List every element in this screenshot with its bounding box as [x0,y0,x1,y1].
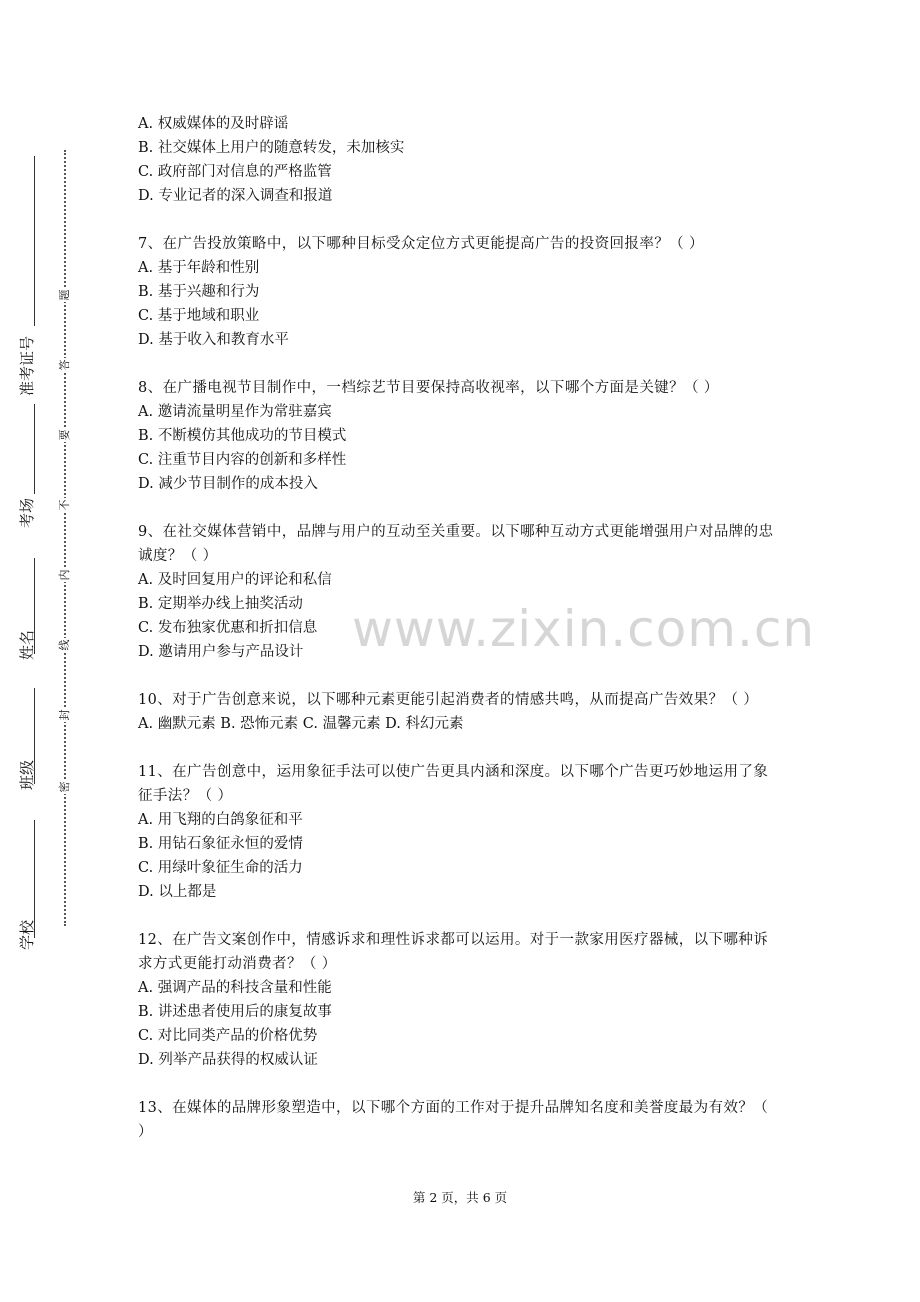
seal-char: 线 [58,639,71,651]
school-line [34,820,35,938]
question-list [138,112,778,1168]
option-a: A. 基于年龄和性别 [138,260,260,276]
question-13 [138,1096,778,1144]
field-label-ticket: 准考证号 [18,335,36,396]
option-b: B. 讲述患者使用后的康复故事 [138,1004,332,1020]
field-label-school: 学校 [18,919,36,950]
field-label-class: 班级 [18,759,36,790]
page-number: 第 2 页，共 6 页 [412,1190,508,1205]
option-c: C. 对比同类产品的价格优势 [138,1028,318,1044]
option-b: B. 不断模仿其他成功的节目模式 [138,428,347,444]
field-label-room: 考场 [18,497,36,528]
option-b: B. 基于兴趣和行为 [138,284,260,300]
name-line [34,558,35,654]
option-b: B. 定期举办线上抽奖活动 [138,596,303,612]
question-stem: 12、在广告文案创作中，情感诉求和理性诉求都可以运用。对于一款家用医疗器械，以下哪种诉求方式更能打动消费者？（ ） [138,932,769,972]
option-c: C. 发布独家优惠和折扣信息 [138,620,318,636]
option-c: C. 注重节目内容的创新和多样性 [138,452,347,468]
option-a: A. 强调产品的科技含量和性能 [138,980,332,996]
question-stem: 11、在广告创意中，运用象征手法可以使广告更具内涵和深度。以下哪个广告更巧妙地运用了象征手法？（ ） [138,764,769,804]
question-8 [138,376,778,496]
question-9 [138,520,778,664]
ticket-line [34,156,35,326]
question-6-continued [138,112,778,208]
option-d: D. 以上都是 [138,884,217,900]
watermark: www.zixin.com.cn [352,600,816,658]
seal-char: 题 [58,289,71,301]
option-d: D. 专业记者的深入调查和报道 [138,188,333,204]
seal-char: 封 [58,709,71,721]
question-7 [138,232,778,352]
seal-char: 密 [58,781,71,793]
seal-char: 要 [58,429,71,441]
option-a: A. 权威媒体的及时辟谣 [138,116,289,132]
question-11 [138,760,778,904]
seal-char: 答 [58,359,71,371]
option-c: C. 政府部门对信息的严格监管 [138,164,332,180]
question-12 [138,928,778,1072]
question-stem: 13、在媒体的品牌形象塑造中，以下哪个方面的工作对于提升品牌知名度和美誉度最为有效？（ ） [138,1100,769,1140]
seal-char: 不 [58,499,71,511]
room-line [34,404,35,494]
option-c: C. 用绿叶象征生命的活力 [138,860,303,876]
question-stem: 10、对于广告创意来说，以下哪种元素更能引起消费者的情感共鸣，从而提高广告效果？（ ） [138,692,759,708]
option-b: B. 社交媒体上用户的随意转发，未加核实 [138,140,405,156]
option-d: D. 邀请用户参与产品设计 [138,644,304,660]
option-d: D. 基于收入和教育水平 [138,332,289,348]
option-d: D. 列举产品获得的权威认证 [138,1052,318,1068]
option-d: D. 减少节目制作的成本投入 [138,476,318,492]
binding-margin [0,0,110,1302]
option-b: B. 用钻石象征永恒的爱情 [138,836,303,852]
option-a: A. 邀请流量明星作为常驻嘉宾 [138,404,332,420]
question-stem: 7、在广告投放策略中，以下哪种目标受众定位方式更能提高广告的投资回报率？（ ） [138,236,704,252]
option-c: C. 基于地域和职业 [138,308,260,324]
question-stem: 8、在广播电视节目制作中，一档综艺节目要保持高收视率，以下哪个方面是关键？（ ） [138,380,719,396]
seal-dotted-line [64,150,66,926]
class-line [34,688,35,784]
option-a: A. 及时回复用户的评论和私信 [138,572,332,588]
option-a: A. 用飞翔的白鸽象征和平 [138,812,303,828]
seal-char: 内 [58,569,71,581]
question-10 [138,688,778,736]
option-row: A. 幽默元素 B. 恐怖元素 C. 温馨元素 D. 科幻元素 [138,716,464,732]
question-stem: 9、在社交媒体营销中，品牌与用户的互动至关重要。以下哪种互动方式更能增强用户对品牌的忠诚度？（ ） [138,524,774,564]
field-label-name: 姓名 [18,629,36,660]
